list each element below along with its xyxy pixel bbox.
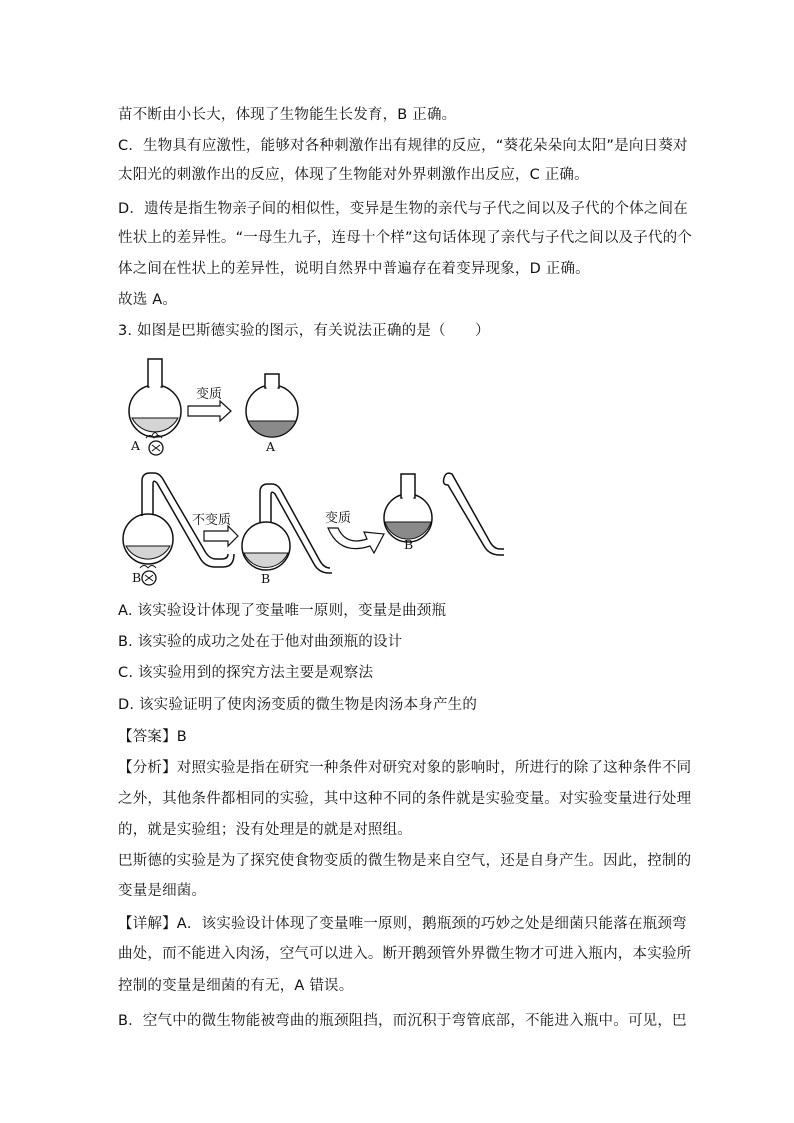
option-d: D. 该实验证明了使肉汤变质的微生物是肉汤本身产生的 <box>118 697 478 713</box>
analysis-line: 的，就是实验组；没有处理是的就是对照组。 <box>118 822 412 838</box>
paragraph-line: 体之间在性状上的差异性，说明自然界中普遍存在着变异现象，D 正确。 <box>118 261 590 277</box>
flask-label: B <box>404 537 414 552</box>
analysis-line: 之外，其他条件都相同的实验，其中这种不同的条件就是实验变量。对实验变量进行处理 <box>118 791 692 807</box>
paragraph-line: 太阳光的刺激作出的反应，体现了生物能对外界刺激作出反应，C 正确。 <box>118 167 589 183</box>
analysis-line: 巴斯德的实验是为了探究使食物变质的微生物是来自空气，还是自身产生。因此，控制的 <box>118 853 692 869</box>
arrow-not-spoiled <box>204 526 238 546</box>
question-stem: 3. 如图是巴斯德实验的图示，有关说法正确的是（ ） <box>118 323 490 339</box>
paragraph-line: 苗不断由小长大，体现了生物能生长发育，B 正确。 <box>118 107 457 123</box>
arrow-label: 变质 <box>325 511 352 526</box>
analysis-line: 变量是细菌。 <box>118 883 207 899</box>
flask-label: A <box>266 439 276 454</box>
option-b: B. 该实验的成功之处在于他对曲颈瓶的设计 <box>118 634 403 650</box>
flask-a-spoiled <box>246 374 298 437</box>
flask-label: B <box>132 570 142 585</box>
option-c: C. 该实验用到的探究方法主要是观察法 <box>118 665 374 681</box>
paragraph-line: 故选 A。 <box>118 292 178 308</box>
arrow-label: 不变质 <box>192 513 232 528</box>
analysis-line: 【分析】对照实验是指在研究一种条件对研究对象的影响时，所进行的除了这种条件不同 <box>118 760 692 776</box>
detail-line: 控制的变量是细菌的有无，A 错误。 <box>118 978 354 994</box>
detached-swan-neck-tube <box>444 473 505 555</box>
flask-b-spoiled <box>384 474 432 542</box>
curved-arrow-spoiled <box>328 528 384 553</box>
arrow-spoiled-1 <box>188 401 231 421</box>
answer-line: 【答案】B <box>118 729 187 745</box>
paragraph-line: 性状上的差异性。“一母生九子，连母十个样”这句话体现了亲代与子代之间以及子代的个 <box>118 230 693 246</box>
pasteur-experiment-figure <box>118 356 538 596</box>
paragraph-line: D．遗传是指生物亲子间的相似性，变异是生物的亲代与子代之间以及子代的个体之间在 <box>118 201 688 217</box>
detail-line: 【详解】A．该实验设计体现了变量唯一原则，鹅瓶颈的巧妙之处是细菌只能落在瓶颈弯 <box>118 916 687 932</box>
arrow-label: 变质 <box>196 387 223 402</box>
swan-neck-flask-b-unspoiled <box>242 484 332 573</box>
flask-label: A <box>131 438 141 453</box>
paragraph-line: C．生物具有应激性，能够对各种刺激作出有规律的反应，“葵花朵朵向太阳”是向日葵对 <box>118 138 688 154</box>
detail-line: 曲处，而不能进入肉汤，空气可以进入。断开鹅颈管外界微生物才可进入瓶内，本实验所 <box>118 946 692 962</box>
detail-line: B．空气中的微生物能被弯曲的瓶颈阻挡，而沉积于弯管底部，不能进入瓶中。可见，巴 <box>118 1013 687 1029</box>
swan-neck-flask-b-heated <box>123 473 234 585</box>
flask-label: B <box>261 571 271 586</box>
option-a: A. 该实验设计体现了变量唯一原则，变量是曲颈瓶 <box>118 603 447 619</box>
